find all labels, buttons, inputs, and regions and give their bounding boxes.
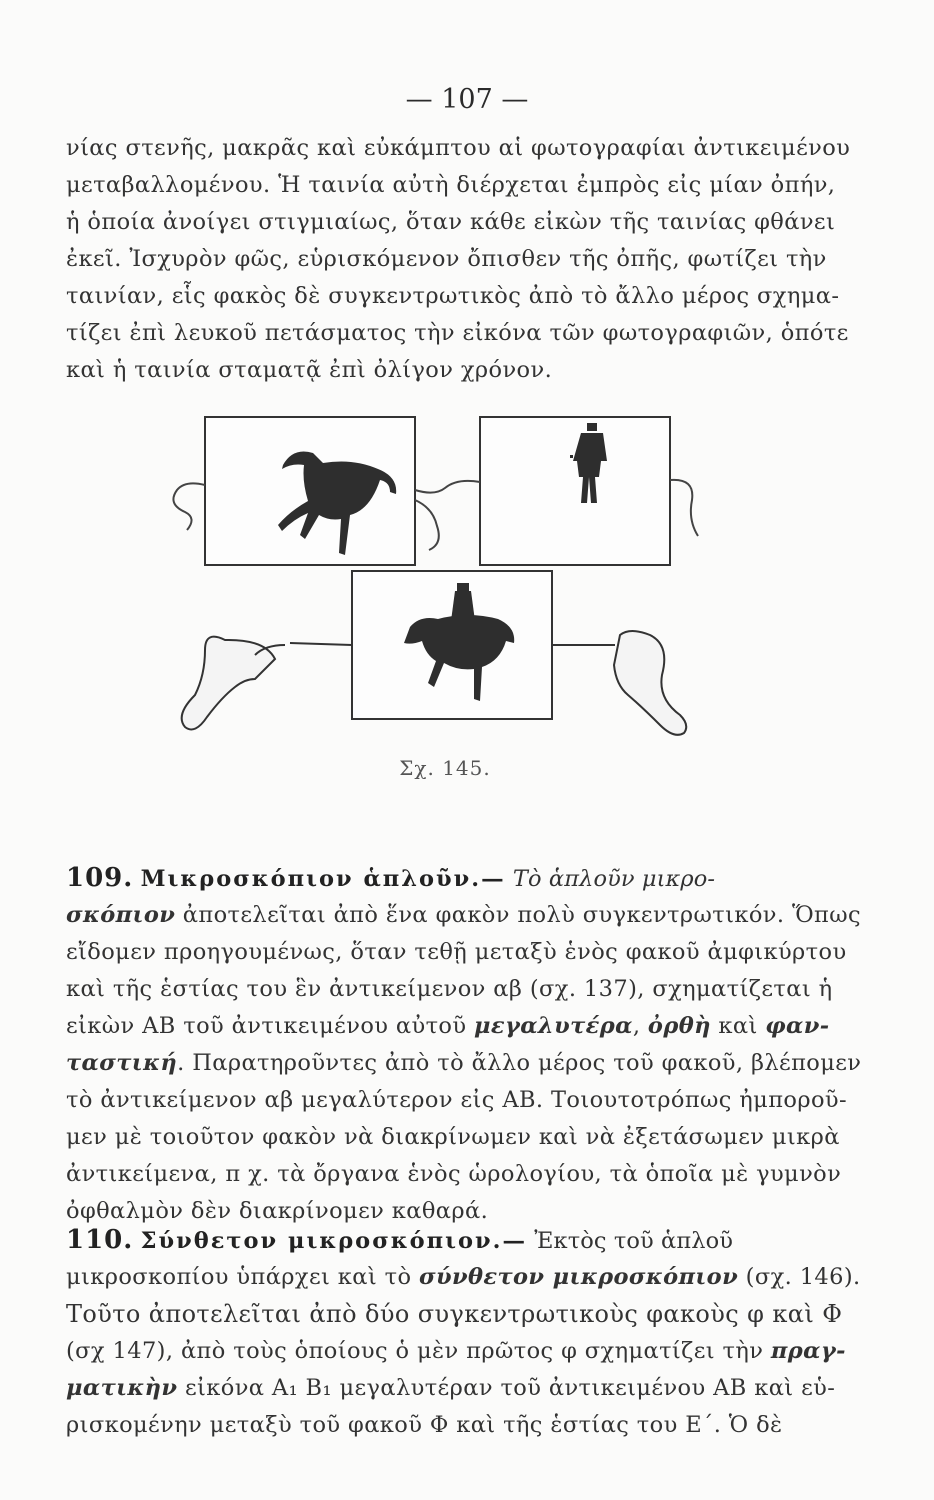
section-title: Σύνθετον μικροσκόπιον.— — [140, 1228, 527, 1254]
text-line — [66, 860, 836, 897]
text-line: εἴδομεν προηγουμένως, ὅταν τεθῇ μεταξὺ ἑνὸς φακοῦ ἀμφικύρτου — [66, 939, 847, 965]
text-line: καὶ τῆς ἑστίας του ἓν ἀντικείμενον αβ (σχ. 137), σχηματίζεται ἡ — [66, 976, 833, 1002]
text-line: ταστική. Παρατηροῦντες ἀπὸ τὸ ἄλλο μέρος τοῦ φακοῦ, βλέπομεν — [66, 1050, 862, 1076]
section-110 — [66, 1222, 861, 1444]
text-line: τίζει ἐπὶ λευκοῦ πετάσματος τὴν εἰκόνα τῶν φωτογραφιῶν, ὁπότε — [66, 320, 849, 346]
film-frame-soldier — [480, 417, 670, 565]
text-line: ἀντικείμενα, π χ. τὰ ὄργανα ἑνὸς ὡρολογίου, τὰ ὁποῖα μὲ γυμνὸν — [66, 1161, 842, 1187]
text-line: 110. Σύνθετον μικροσκόπιον.— Ἐκτὸς τοῦ ἁπλοῦ — [66, 1225, 734, 1255]
text-line: μεταβαλλομένου. Ἡ ταινία αὐτὴ διέρχεται ἐμπρὸς εἰς μίαν ὀπήν, — [66, 172, 836, 198]
page-number: — 107 — — [405, 84, 529, 115]
text-line: ρισκομένην μεταξὺ τοῦ φακοῦ Φ καὶ τῆς ἑστίας του Ε΄. Ὁ δὲ — [66, 1412, 783, 1438]
text-line: ὀφθαλμὸν δὲν διακρίνομεν καθαρά. — [66, 1198, 489, 1224]
section-109 — [66, 860, 862, 1230]
text-line: ματικὴν εἰκόνα Α₁ Β₁ μεγαλυτέραν τοῦ ἀντικειμένου ΑΒ καὶ εὑ- — [66, 1375, 836, 1401]
figure-film-strip — [165, 405, 725, 785]
text-line: μεν μὲ τοιοῦτον φακὸν νὰ διακρίνωμεν καὶ νὰ ἐξετάσωμεν μικρὰ — [66, 1124, 840, 1150]
text-line: καὶ ἡ ταινία σταματᾷ ἐπὶ ὀλίγον χρόνον. — [66, 357, 553, 383]
left-hand — [182, 637, 352, 730]
section-number: 110. — [66, 1225, 134, 1255]
text-line: ἐκεῖ. Ἰσχυρὸν φῶς, εὑρισκόμενον ὄπισθεν τῆς ὀπῆς, φωτίζει τὴν — [66, 246, 827, 272]
text-line: Τοῦτο ἀποτελεῖται ἀπὸ δύο συγκεντρωτικοὺς φακοὺς φ καὶ Φ — [66, 1300, 843, 1328]
text-line: ἡ ὁποία ἀνοίγει στιγμιαίως, ὅταν κάθε εἰκὼν τῆς ταινίας φθάνει — [66, 209, 836, 235]
text-line: σκόπιον ἀποτελεῖται ἀπὸ ἕνα φακὸν πολὺ συγκεντρωτικόν. Ὅπως — [66, 902, 861, 928]
text-line: νίας στενῆς, μακρᾶς καὶ εὐκάμπτου αἱ φωτογραφίαι ἀντικειμένου — [66, 135, 851, 161]
section-number: 109. — [66, 863, 134, 893]
text-line: τὸ ἀντικείμενον αβ μεγαλύτερον εἰς ΑΒ. Τοιουτοτρόπως ἠμποροῦ- — [66, 1087, 847, 1113]
paragraph-cinematograph — [66, 130, 851, 389]
figure-caption: Σχ. 145. — [399, 756, 491, 780]
italic-term: Τὸ ἁπλοῦν μικρο- — [512, 866, 716, 892]
text-line: εἰκὼν ΑΒ τοῦ ἀντικειμένου αὐτοῦ μεγαλυτέρα, ὀρθὴ καὶ φαν- — [66, 1013, 830, 1039]
text-line: (σχ 147), ἀπὸ τοὺς ὁποίους ὁ μὲν πρῶτος φ σχηματίζει τὴν πραγ- — [66, 1338, 846, 1364]
text-line: μικροσκοπίου ὑπάρχει καὶ τὸ σύνθετον μικροσκόπιον (σχ. 146). — [66, 1264, 861, 1290]
text-line: ταινίαν, εἷς φακὸς δὲ συγκεντρωτικὸς ἀπὸ τὸ ἄλλο μέρος σχημα- — [66, 283, 840, 309]
right-hand — [552, 631, 686, 735]
section-title: Μικροσκόπιον ἁπλοῦν.— — [140, 866, 506, 892]
